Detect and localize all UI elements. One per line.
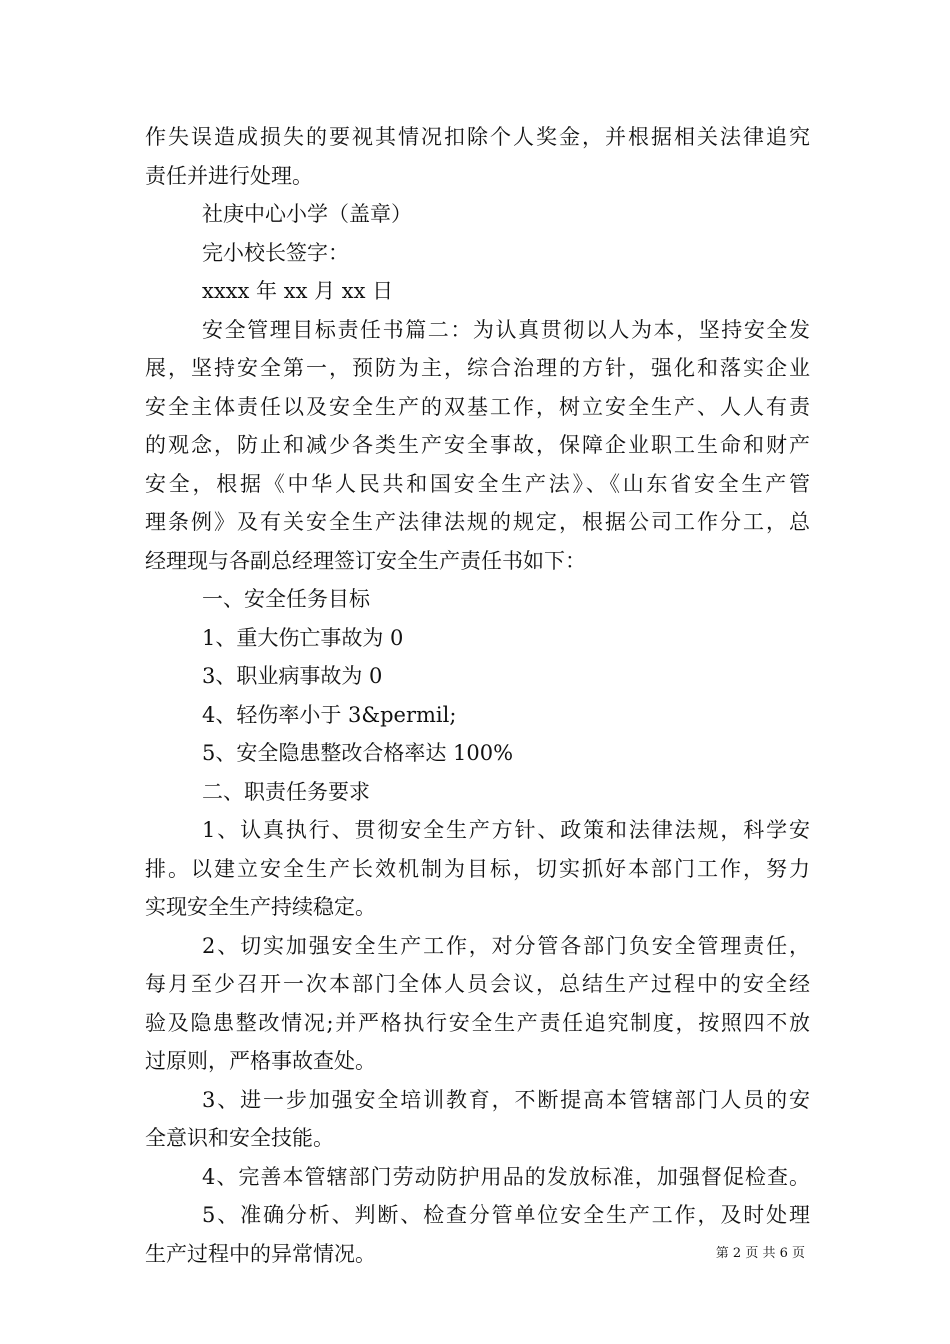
list-item: 2、切实加强安全生产工作，对分管各部门负安全管理责任， [202,933,810,958]
list-item: 1、认真执行、贯彻安全生产方针、政策和法律法规，科学安 [202,818,810,842]
text-line: 经理现与各副总经理签订安全生产责任书如下： [145,548,586,573]
section-heading: 二、职责任务要求 [202,779,370,804]
text-line: 的观念，防止和减少各类生产安全事故，保障企业职工生命和财产 [145,433,810,457]
date-line: xxxx 年 xx 月 xx 日 [202,279,394,303]
document-body [145,118,810,1273]
text-line: 验及隐患整改情况;并严格执行安全生产责任追究制度，按照四不放 [145,1010,810,1035]
section-intro-line: 安全管理目标责任书篇二：为认真贯彻以人为本，坚持安全发 [202,317,810,342]
text-line: 生产过程中的异常情况。 [145,1241,376,1266]
text-line: 作失误造成损失的要视其情况扣除个人奖金，并根据相关法律追究 [145,125,810,149]
text-line: 排。以建立安全生产长效机制为目标，切实抓好本部门工作，努力 [145,856,810,881]
list-item: 3、进一步加强安全培训教育，不断提高本管辖部门人员的安 [202,1087,810,1112]
text-line: 全意识和安全技能。 [145,1126,334,1150]
text-line: 责任并进行处理。 [145,163,313,188]
list-item: 1、重大伤亡事故为 0 [202,625,404,650]
list-item: 4、轻伤率小于 3&permil; [202,702,457,727]
text-line: 理条例》及有关安全生产法律法规的规定，根据公司工作分工，总 [145,510,810,534]
list-item: 5、安全隐患整改合格率达 100% [202,741,514,765]
text-line: 实现安全生产持续稳定。 [145,895,376,919]
list-item: 5、准确分析、判断、检查分管单位安全生产工作，及时处理 [202,1203,810,1227]
page-number: 第 2 页 共 6 页 [715,1246,805,1261]
text-line: 每月至少召开一次本部门全体人员会议，总结生产过程中的安全经 [145,972,810,996]
school-seal-line: 社庚中心小学（盖章） [202,202,412,226]
text-line: 过原则，严格事故查处。 [145,1049,376,1073]
list-item: 4、完善本管辖部门劳动防护用品的发放标准，加强督促检查。 [202,1164,810,1189]
section-heading: 一、安全任务目标 [202,587,370,611]
text-line: 安全，根据《中华人民共和国安全生产法》、《山东省安全生产管 [145,471,810,496]
principal-signature-line: 完小校长签字： [202,240,349,265]
text-line: 展，坚持安全第一，预防为主，综合治理的方针，强化和落实企业 [145,356,810,380]
list-item: 3、职业病事故为 0 [202,664,383,688]
text-line: 安全主体责任以及安全生产的双基工作，树立安全生产、人人有责 [145,394,810,419]
